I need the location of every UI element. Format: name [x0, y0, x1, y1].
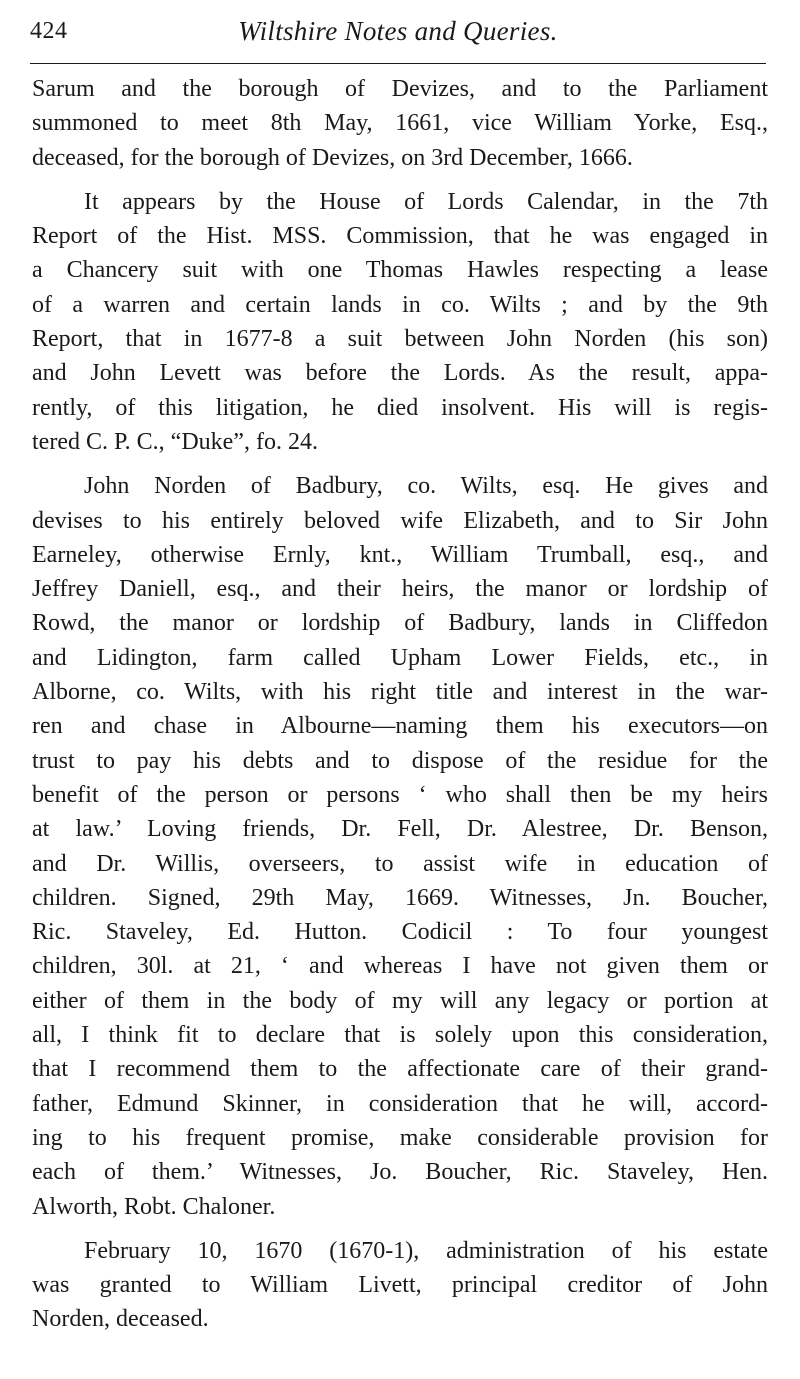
paragraph-1: [32, 72, 768, 175]
text-line: Sarum and the borough of Devizes, and to the Parliament: [32, 76, 768, 102]
text-line: Alworth, Robt. Chaloner.: [32, 1193, 276, 1220]
text-line: Norden, deceased.: [32, 1306, 209, 1333]
text-line: of a warren and certain lands in co. Wilts ; and by the 9th: [32, 291, 768, 318]
page-header: [30, 12, 766, 52]
text-line: was granted to William Livett, principal creditor of John: [32, 1272, 768, 1299]
text-line: either of them in the body of my will any legacy or portion at: [32, 987, 768, 1014]
text-line: deceased, for the borough of Devizes, on 3rd December, 1666.: [32, 144, 633, 171]
text-line: It appears by the House of Lords Calendar, in the 7th: [84, 188, 768, 215]
running-title: Wiltshire Notes and Queries.: [238, 16, 558, 46]
text-line: Ric. Staveley, Ed. Hutton. Codicil : To four youngest: [32, 919, 768, 946]
text-line: and John Levett was before the Lords. As the result, appa-: [32, 360, 768, 387]
text-line: that I recommend them to the affectionate care of their grand-: [32, 1056, 768, 1083]
paragraph-4: [32, 1234, 768, 1337]
text-line: Report, that in 1677-8 a suit between John Norden (his son): [32, 326, 768, 353]
text-line: rently, of this litigation, he died insolvent. His will is regis-: [32, 394, 768, 421]
text-line: children. Signed, 29th May, 1669. Witnesses, Jn. Boucher,: [32, 884, 768, 911]
text-line: each of them.’ Witnesses, Jo. Boucher, Ric. Staveley, Hen.: [32, 1159, 768, 1186]
text-line: tered C. P. C., “Duke”, fo. 24.: [32, 428, 318, 455]
paragraph-3: [32, 469, 768, 1224]
text-line: devises to his entirely beloved wife Elizabeth, and to Sir John: [32, 507, 768, 534]
text-line: February 10, 1670 (1670-1), administration of his estate: [84, 1237, 768, 1264]
text-line: Rowd, the manor or lordship of Badbury, lands in Cliffedon: [32, 610, 768, 637]
text-line: Jeffrey Daniell, esq., and their heirs, the manor or lordship of: [32, 576, 768, 603]
page-number: 424: [30, 18, 68, 44]
header-rule: [30, 63, 766, 64]
text-line: John Norden of Badbury, co. Wilts, esq. He gives and: [84, 473, 768, 500]
text-line: children, 30l. at 21, ‘ and whereas I have not given them or: [32, 953, 768, 980]
text-line: Report of the Hist. MSS. Commission, that he was engaged in: [32, 223, 768, 250]
text-line: Earneley, otherwise Ernly, knt., William Trumball, esq., and: [32, 541, 768, 568]
text-line: summoned to meet 8th May, 1661, vice William Yorke, Esq.,: [32, 110, 768, 137]
text-line: benefit of the person or persons ‘ who shall then be my heirs: [32, 781, 768, 808]
text-line: ren and chase in Albourne—naming them his executors—on: [32, 713, 768, 740]
paragraph-2: [32, 185, 768, 459]
text-line: all, I think fit to declare that is solely upon this consideration,: [32, 1022, 768, 1049]
text-line: ing to his frequent promise, make considerable provision for: [32, 1124, 768, 1151]
text-line: a Chancery suit with one Thomas Hawles respecting a lease: [32, 257, 768, 284]
text-line: trust to pay his debts and to dispose of the residue for the: [32, 747, 768, 774]
text-line: and Lidington, farm called Upham Lower Fields, etc., in: [32, 644, 768, 671]
text-line: Alborne, co. Wilts, with his right title and interest in the war-: [32, 679, 768, 706]
text-line: and Dr. Willis, overseers, to assist wife in education of: [32, 850, 768, 877]
text-line: at law.’ Loving friends, Dr. Fell, Dr. Alestree, Dr. Benson,: [32, 816, 768, 843]
text-line: father, Edmund Skinner, in consideration that he will, accord-: [32, 1090, 768, 1117]
body-text: [32, 72, 768, 1347]
